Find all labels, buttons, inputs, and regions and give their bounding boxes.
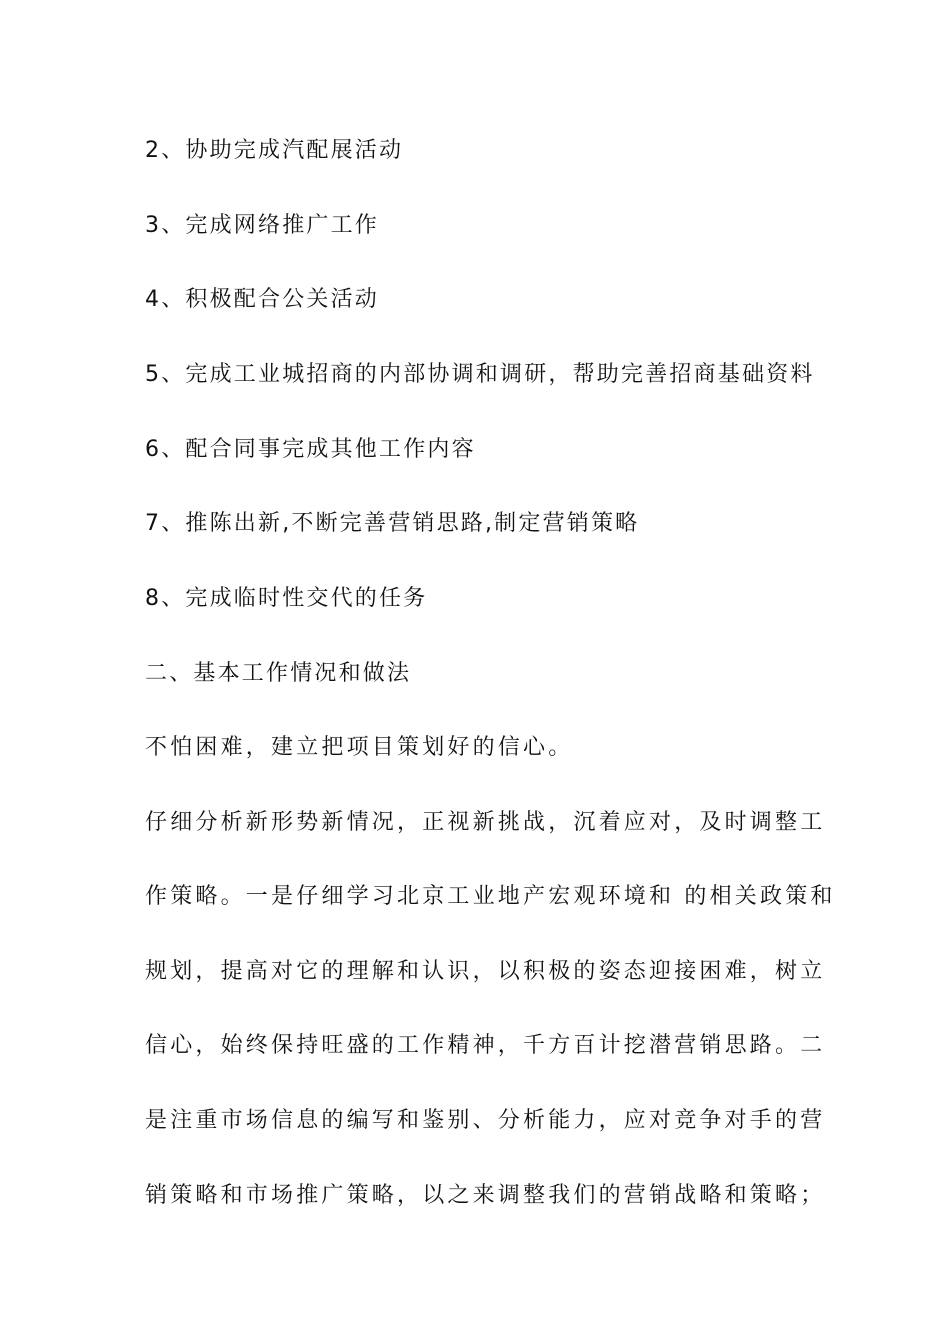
paragraph-line: 仔细分析新形势新情况，正视新挑战，沉着应对，及时调整工 bbox=[145, 810, 826, 835]
list-item: 2、协助完成汽配展活动 bbox=[145, 138, 404, 163]
paragraph-line: 销策略和市场推广策略，以之来调整我们的营销战略和策略； bbox=[145, 1183, 826, 1208]
paragraph-line: 作策略。一是仔细学习北京工业地产宏观环境和 的相关政策和 bbox=[145, 884, 836, 909]
paragraph-line: 是注重市场信息的编写和鉴别、分析能力，应对竞争对手的营 bbox=[145, 1108, 826, 1133]
paragraph-line: 信心，始终保持旺盛的工作精神，千方百计挖潜营销思路。二 bbox=[145, 1033, 826, 1058]
list-item: 4、积极配合公关活动 bbox=[145, 287, 379, 312]
list-item: 3、完成网络推广工作 bbox=[145, 213, 379, 238]
intro-line: 不怕困难，建立把项目策划好的信心。 bbox=[145, 735, 574, 760]
section-heading: 二、基本工作情况和做法 bbox=[145, 661, 412, 686]
list-item: 8、完成临时性交代的任务 bbox=[145, 586, 428, 611]
list-item: 6、配合同事完成其他工作内容 bbox=[145, 437, 476, 462]
list-item: 5、完成工业城招商的内部协调和调研，帮助完善招商基础资料 bbox=[145, 362, 815, 387]
list-item: 7、推陈出新,不断完善营销思路,制定营销策略 bbox=[145, 511, 640, 536]
paragraph-line: 规划，提高对它的理解和认识，以积极的姿态迎接困难，树立 bbox=[145, 959, 826, 984]
